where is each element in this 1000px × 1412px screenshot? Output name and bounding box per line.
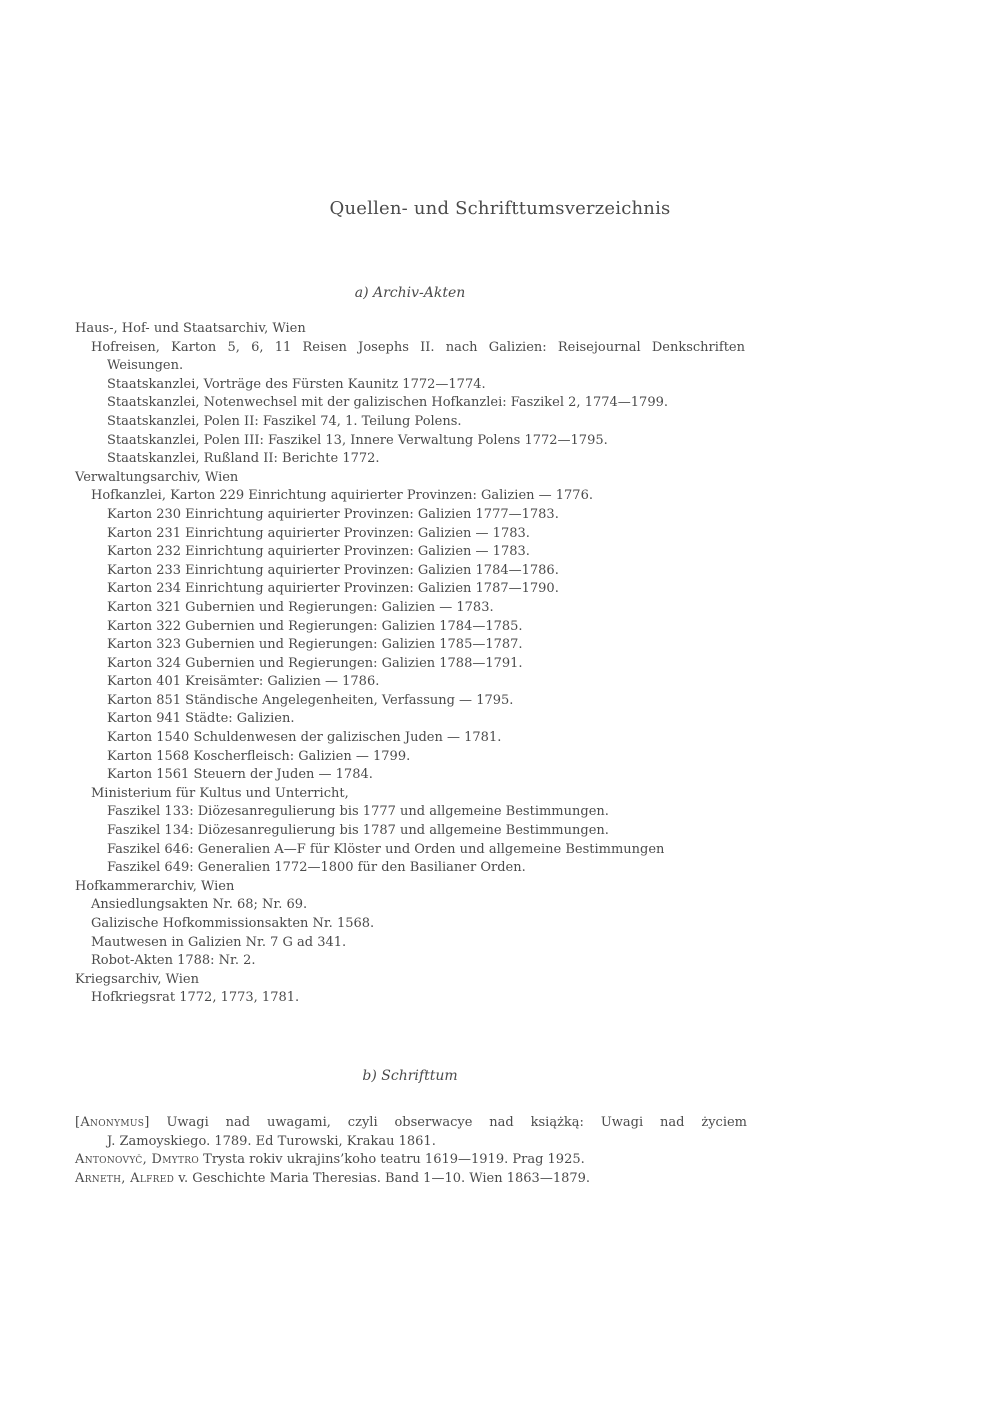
- archive-entry: Haus-, Hof- und Staatsarchiv, Wien: [75, 321, 306, 336]
- archive-entry: Galizische Hofkommissionsakten Nr. 1568.: [91, 916, 375, 931]
- archive-entry: Karton 401 Kreisämter: Galizien — 1786.: [107, 674, 380, 690]
- bibliography-list: [75, 1114, 747, 1188]
- reference-text: Uwagi nad uwagami, czyli obserwacye nad książką: Uwagi nad życiem: [149, 1115, 747, 1130]
- archive-entry: Kriegsarchiv, Wien: [75, 971, 199, 987]
- archive-entry: Staatskanzlei, Polen II: Faszikel 74, 1. Teilung Polens.: [107, 413, 462, 429]
- bibliography-entry: [75, 1170, 747, 1189]
- archive-entry: Faszikel 134: Diözesanregulierung bis 1787 und allgemeine Bestimmungen.: [107, 823, 609, 839]
- archive-entry: Staatskanzlei, Notenwechsel mit der galizischen Hofkanzlei: Faszikel 2, 1774—1799.: [107, 395, 668, 411]
- archive-list: [75, 320, 755, 1008]
- archive-entry: Karton 324 Gubernien und Regierungen: Galizien 1788—1791.: [107, 655, 523, 671]
- section-heading-schrifttum: b) Schrifttum: [362, 1068, 458, 1084]
- archive-entry: Karton 941 Städte: Galizien.: [107, 711, 295, 727]
- reference-text: Trysta rokiv ukrajins’koho teatru 1619—1919. Prag 1925.: [199, 1152, 585, 1168]
- archive-entry: Karton 234 Einrichtung aquirierter Provinzen: Galizien 1787—1790.: [107, 581, 559, 597]
- archive-entry: Hofkanzlei, Karton 229 Einrichtung aquirierter Provinzen: Galizien — 1776.: [91, 488, 593, 504]
- archive-entry: Weisungen.: [107, 358, 184, 374]
- archive-entry: Robot-Akten 1788: Nr. 2.: [91, 953, 256, 969]
- archive-entry: Faszikel 133: Diözesanregulierung bis 1777 und allgemeine Bestimmungen.: [107, 804, 609, 820]
- reference-text: v. Geschichte Maria Theresias. Band 1—10. Wien 1863—1879.: [174, 1170, 591, 1186]
- bibliography-entry: [75, 1114, 747, 1151]
- archive-entry: Karton 321 Gubernien und Regierungen: Galizien — 1783.: [107, 599, 494, 615]
- archive-entry: Karton 851 Ständische Angelegenheiten, Verfassung — 1795.: [107, 692, 514, 708]
- archive-entry: Staatskanzlei, Vorträge des Fürsten Kaunitz 1772—1774.: [107, 376, 486, 392]
- bibliography-entry: [75, 1151, 747, 1170]
- page-title: Quellen- und Schrifttumsverzeichnis: [329, 198, 671, 219]
- author-name: Arneth, Alfred: [75, 1170, 175, 1186]
- archive-entry: Faszikel 649: Generalien 1772—1800 für den Basilianer Orden.: [107, 860, 526, 876]
- archive-entry: Karton 233 Einrichtung aquirierter Provinzen: Galizien 1784—1786.: [107, 562, 559, 578]
- archive-entry: Hofkriegsrat 1772, 1773, 1781.: [91, 990, 300, 1006]
- archive-entry: Staatskanzlei, Rußland II: Berichte 1772.: [107, 451, 380, 467]
- archive-entry: Karton 1540 Schuldenwesen der galizischen Juden — 1781.: [107, 730, 502, 746]
- section-heading-archiv: a) Archiv-Akten: [354, 285, 466, 301]
- archive-entry: Ministerium für Kultus und Unterricht,: [91, 785, 349, 801]
- archive-entry: Karton 322 Gubernien und Regierungen: Galizien 1784—1785.: [107, 618, 523, 634]
- reference-continuation: J. Zamoyskiego. 1789. Ed Turowski, Krakau 1861.: [107, 1133, 436, 1149]
- archive-entry: Hofreisen, Karton 5, 6, 11 Reisen Josephs II. nach Galizien: Reisejournal Denkschriften: [91, 339, 745, 355]
- archive-entry: Karton 231 Einrichtung aquirierter Provinzen: Galizien — 1783.: [107, 525, 530, 541]
- archive-entry: Karton 1561 Steuern der Juden — 1784.: [107, 767, 373, 783]
- archive-entry: Karton 323 Gubernien und Regierungen: Galizien 1785—1787.: [107, 637, 523, 653]
- author-name: [Anonymus]: [75, 1115, 150, 1130]
- archive-entry: Verwaltungsarchiv, Wien: [75, 469, 239, 485]
- archive-entry: Staatskanzlei, Polen III: Faszikel 13, Innere Verwaltung Polens 1772—1795.: [107, 432, 608, 448]
- archive-entry: Hofkammerarchiv, Wien: [75, 878, 235, 894]
- archive-entry: Karton 232 Einrichtung aquirierter Provinzen: Galizien — 1783.: [107, 544, 530, 560]
- author-name: Antonovyč, Dmytro: [75, 1152, 200, 1168]
- archive-entry: Ansiedlungsakten Nr. 68; Nr. 69.: [91, 897, 308, 913]
- archive-entry: Karton 230 Einrichtung aquirierter Provinzen: Galizien 1777—1783.: [107, 506, 559, 522]
- archive-entry: Karton 1568 Koscherfleisch: Galizien — 1799.: [107, 748, 411, 764]
- archive-entry: Mautwesen in Galizien Nr. 7 G ad 341.: [91, 934, 347, 950]
- archive-entry: Faszikel 646: Generalien A—F für Klöster und Orden und allgemeine Bestimmungen: [107, 841, 665, 857]
